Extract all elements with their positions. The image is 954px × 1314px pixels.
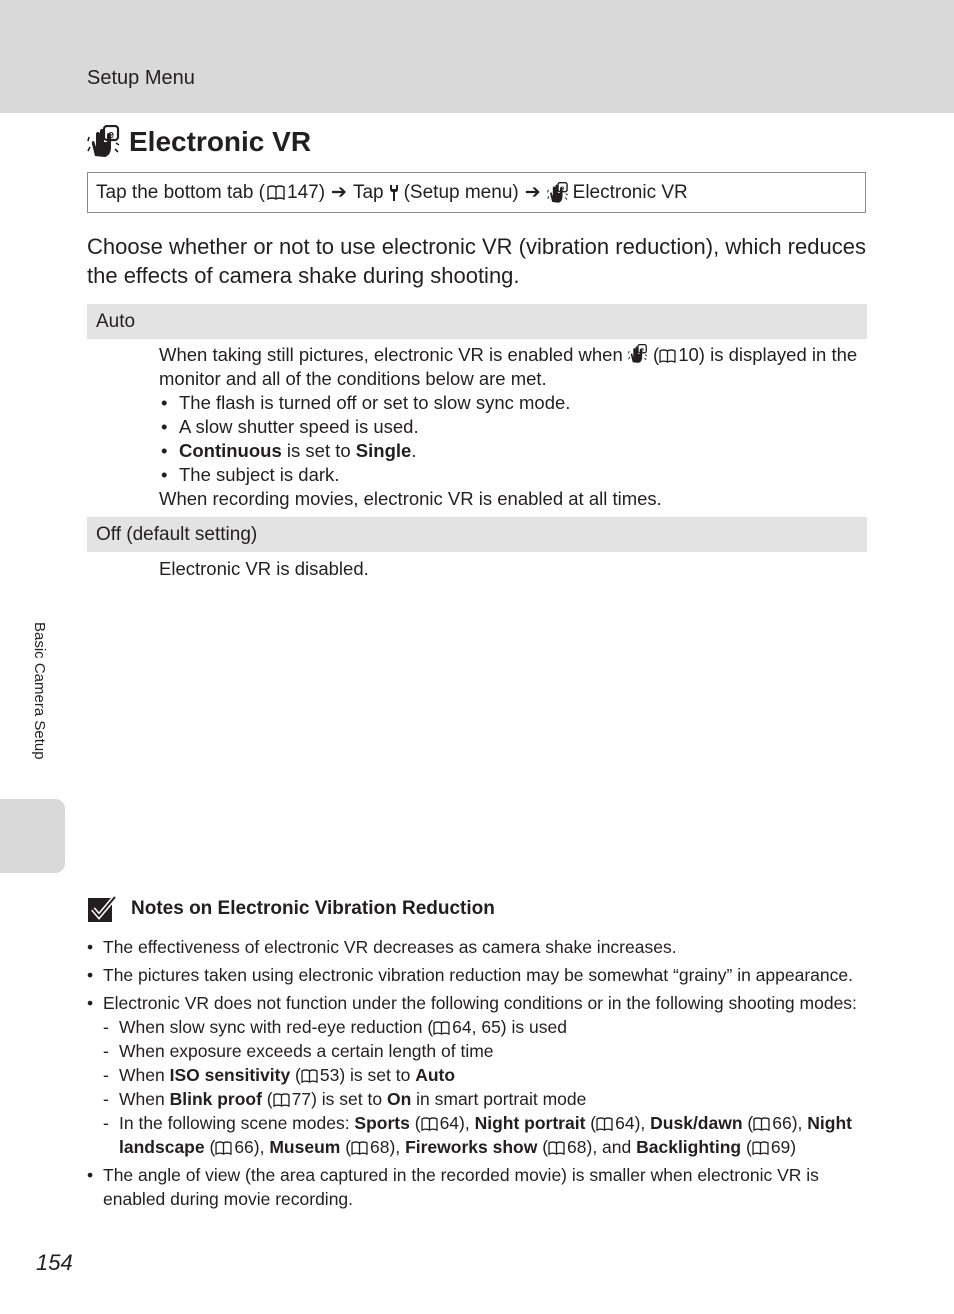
book-reference-icon xyxy=(659,349,676,363)
sub-item-text: ( xyxy=(741,1137,752,1157)
section-label: Setup Menu xyxy=(87,67,195,89)
setting-name: Blink proof xyxy=(169,1089,262,1109)
scene-mode-name: Sports xyxy=(354,1113,410,1133)
sub-item-text: ( xyxy=(340,1137,352,1157)
electronic-vr-icon xyxy=(87,125,121,159)
book-reference-icon xyxy=(433,1021,450,1035)
option-off-label: Off (default setting) xyxy=(96,523,258,545)
note-item: • The effectiveness of electronic VR decreases as camera shake increases. xyxy=(87,935,867,959)
scene-mode-name: Night landscape xyxy=(119,1113,852,1157)
path-arrow-icon: ➔ xyxy=(524,182,541,203)
sub-item-text: ( xyxy=(204,1137,216,1157)
book-reference-icon xyxy=(267,185,285,200)
option-auto-description xyxy=(159,343,859,511)
auto-desc-text: When taking still pictures, electronic VR is enabled when xyxy=(159,344,623,365)
option-off-description xyxy=(159,557,859,581)
sub-item-text: When slow sync with red-eye reduction ( xyxy=(119,1017,434,1037)
list-item: • The flash is turned off or set to slow sync mode. xyxy=(159,391,859,415)
electronic-vr-icon xyxy=(628,344,648,364)
setting-name: ISO sensitivity xyxy=(169,1065,291,1085)
sub-item-text: 64), xyxy=(615,1113,651,1133)
book-reference-icon xyxy=(273,1093,290,1107)
path-arrow-icon: ➔ xyxy=(331,182,347,203)
chapter-side-tab xyxy=(0,799,65,873)
sub-item-text: In the following scene modes: xyxy=(119,1113,355,1133)
path-step-3: (Setup menu) xyxy=(403,181,519,203)
intro-paragraph: Choose whether or not to use electronic VR (vibration reduction), which reduces the effects of camera shake during shooting. xyxy=(87,234,866,288)
check-mark-icon xyxy=(87,895,117,923)
sub-item xyxy=(87,1063,867,1087)
path-step-1: Tap the bottom tab ( xyxy=(96,181,265,203)
book-reference-icon xyxy=(421,1117,438,1131)
option-auto-label: Auto xyxy=(96,310,136,332)
auto-desc-paragraph xyxy=(159,343,859,391)
header-band xyxy=(0,0,954,113)
sub-item xyxy=(87,1015,867,1039)
path-step-2: Tap xyxy=(352,181,384,203)
page-title xyxy=(87,122,311,162)
scene-mode-name: Dusk/dawn xyxy=(650,1113,743,1133)
setting-value: Auto xyxy=(415,1065,456,1085)
sub-item xyxy=(87,1111,867,1159)
sub-item-text: 66), xyxy=(234,1137,270,1157)
auto-movie-note: When recording movies, electronic VR is enabled at all times. xyxy=(159,488,662,509)
scene-mode-name: Night portrait xyxy=(474,1113,586,1133)
sub-item: - When exposure exceeds a certain length of time xyxy=(87,1039,867,1063)
book-reference-icon xyxy=(752,1141,769,1155)
scene-mode-name: Museum xyxy=(269,1137,341,1157)
list-item: • A slow shutter speed is used. xyxy=(159,415,859,439)
sub-item-text: 53) is set to xyxy=(319,1065,416,1085)
path-step-4: Electronic VR xyxy=(572,181,688,203)
book-reference-icon xyxy=(351,1141,368,1155)
option-off-header xyxy=(87,517,867,552)
sub-item-text: 68), xyxy=(370,1137,406,1157)
sub-item-text: 68), and xyxy=(567,1137,637,1157)
scene-mode-name: Fireworks show xyxy=(405,1137,538,1157)
book-reference-icon xyxy=(753,1117,770,1131)
sub-item-text: 77) is set to xyxy=(291,1089,387,1109)
note-item-text: Electronic VR does not function under the following conditions or in the following shooting modes: xyxy=(103,993,857,1013)
list-item-text: . xyxy=(411,440,417,461)
note-item xyxy=(87,991,867,1159)
note-item: • The pictures taken using electronic vibration reduction may be somewhat “grainy” in appearance. xyxy=(87,963,867,987)
list-item: • The subject is dark. xyxy=(159,463,859,487)
sub-item-text: in smart portrait mode xyxy=(411,1089,587,1109)
page-title-text: Electronic VR xyxy=(129,126,312,157)
off-desc-text: Electronic VR is disabled. xyxy=(159,558,369,579)
path-ref-page: 147 xyxy=(287,181,319,203)
electronic-vr-icon xyxy=(547,182,569,204)
setting-value: On xyxy=(386,1089,412,1109)
sub-item-text: ( xyxy=(290,1065,301,1085)
notes-list xyxy=(87,935,867,1215)
notes-heading xyxy=(87,895,495,923)
sub-item-text: ( xyxy=(742,1113,754,1133)
sub-item-text: ( xyxy=(409,1113,421,1133)
sub-item-text: ( xyxy=(261,1089,273,1109)
book-reference-icon xyxy=(548,1141,565,1155)
page-number: 154 xyxy=(36,1250,73,1275)
note-item: • The angle of view (the area captured in the recorded movie) is smaller when electronic VR is enabled during movie recording. xyxy=(87,1163,867,1211)
book-reference-icon xyxy=(596,1117,613,1131)
sub-item-text: 64), xyxy=(439,1113,475,1133)
sub-item xyxy=(87,1087,867,1111)
book-reference-icon xyxy=(215,1141,232,1155)
auto-desc-paren: ( xyxy=(653,344,660,365)
setting-name: Continuous xyxy=(179,440,282,461)
menu-path-box xyxy=(87,172,866,213)
sub-item-text: When xyxy=(119,1089,170,1109)
sub-item-text: ( xyxy=(537,1137,549,1157)
chapter-side-label: Basic Camera Setup xyxy=(31,622,48,760)
auto-conditions-list xyxy=(159,391,859,487)
option-auto-header xyxy=(87,304,867,339)
sub-item-text: When xyxy=(119,1065,170,1085)
sub-item-text: 66), xyxy=(772,1113,808,1133)
setting-value: Single xyxy=(355,440,412,461)
sub-item-text: 69) xyxy=(770,1137,797,1157)
notes-heading-text: Notes on Electronic Vibration Reduction xyxy=(131,898,495,919)
sub-item-text: ( xyxy=(585,1113,597,1133)
list-item xyxy=(159,439,859,463)
list-item-text: is set to xyxy=(281,440,356,461)
sub-item-text: 64, 65) is used xyxy=(452,1017,567,1037)
path-close-paren: ) xyxy=(318,181,326,203)
book-reference-icon xyxy=(301,1069,318,1083)
auto-desc-ref: 10) is displayed in the monitor and all of the conditions below are met. xyxy=(159,344,858,389)
scene-mode-name: Backlighting xyxy=(636,1137,742,1157)
setup-wrench-icon xyxy=(388,184,400,202)
